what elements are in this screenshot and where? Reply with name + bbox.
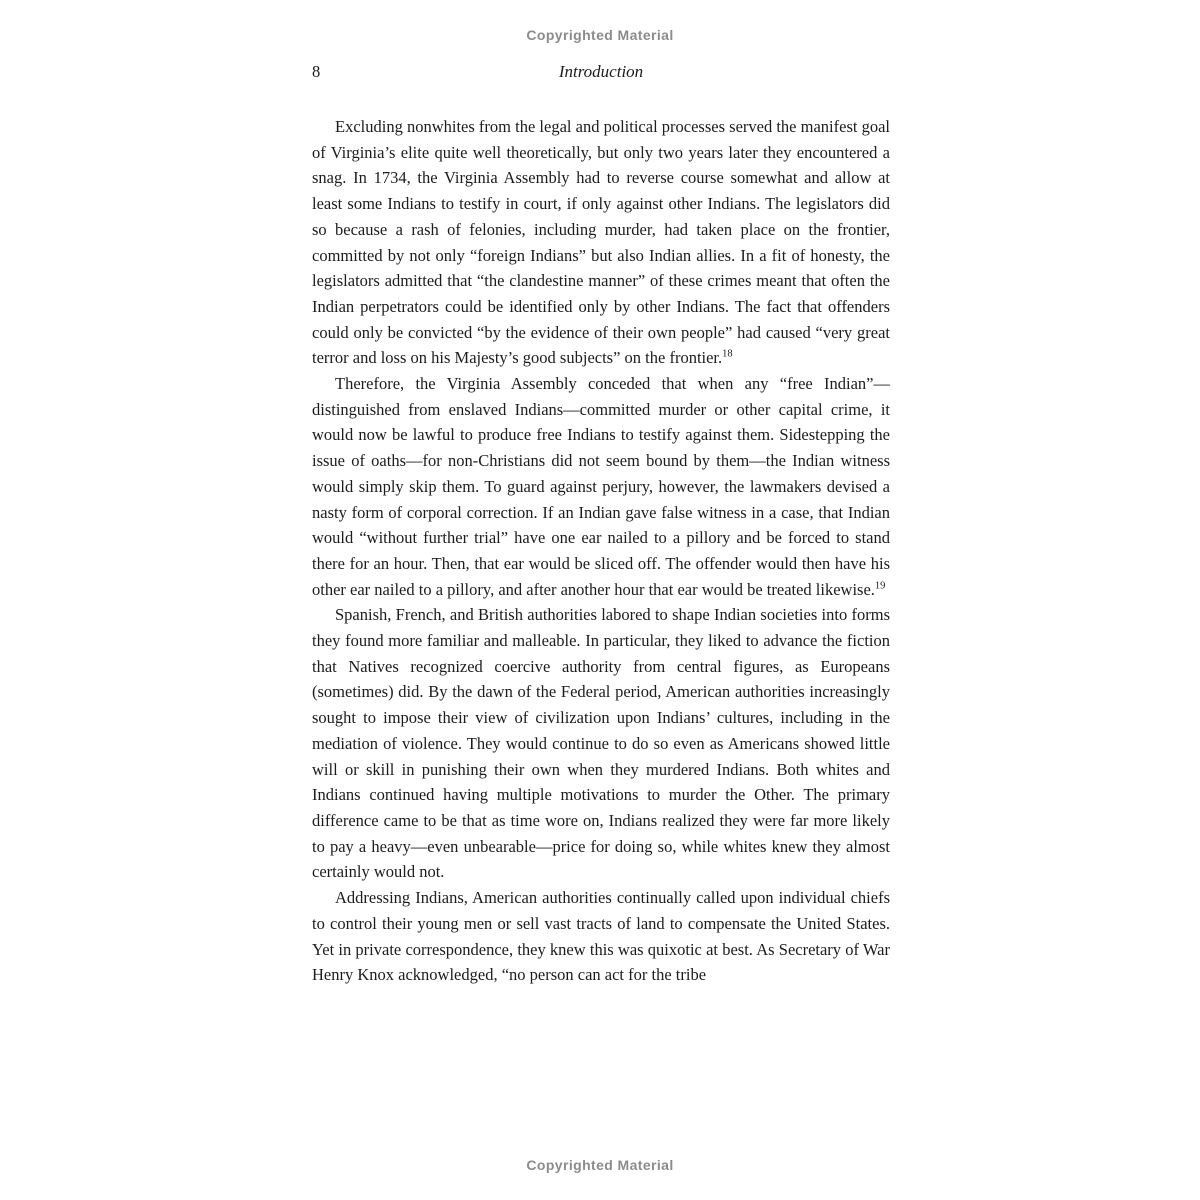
running-head-title: Introduction — [558, 62, 644, 81]
footnote-ref: 19 — [874, 580, 886, 592]
paragraph: Spanish, French, and British authorities labored to shape Indian societies into forms they found more familiar and malleable. In particular, they liked to advance the fiction that Natives recognized coercive authority from central figures, as Europeans (sometimes) did. By the dawn of the Federal period, American authorities increasingly sought to impose their view of civilization upon Indians’ cultures, including in the mediation of violence. They would continue to do so even as Americans showed little will or skill in punishing their own when they murdered Indians. Both whites and Indians continued having multiple motivations to murder the Other. The primary difference came to be that as time wore on, Indians realized they were far more likely to pay a heavy—even unbearable—price for doing so, while whites knew they almost certainly would not. — [312, 605, 890, 882]
copyright-notice-top: Copyrighted Material — [526, 27, 674, 43]
running-head — [312, 62, 890, 84]
paragraph: Excluding nonwhites from the legal and political processes served the manifest goal of Virginia’s elite quite well theoretically, but only two years later they encountered a snag. In 1734, the Virginia Assembly had to reverse course somewhat and allow at least some Indians to testify in court, if only against other Indians. The legislators did so because a rash of felonies, including murder, had taken place on the frontier, committed by not only “foreign Indians” but also Indian allies. In a fit of honesty, the legislators admitted that “the clandestine manner” of these crimes meant that often the Indian perpetrators could be identified only by other Indians. The fact that offenders could only be convicted “by the evidence of their own people” had caused “very great terror and loss on his Majesty’s good subjects” on the frontier.$^{18}$ — [312, 117, 890, 368]
paragraph: Addressing Indians, American authorities continually called upon individual chiefs to control their young men or sell vast tracts of land to compensate the United States. Yet in private correspondence, they knew this was quixotic at best. As Secretary of War Henry Knox acknowledged, “no person can act for the tribe — [312, 888, 890, 985]
copyright-notice-bottom: Copyrighted Material — [526, 1157, 674, 1173]
body-text — [312, 114, 890, 988]
paragraph: Therefore, the Virginia Assembly conceded that when any “free Indian”—distinguished from enslaved Indians—committed murder or other capital crime, it would now be lawful to produce free Indians to testify against them. Sidestepping the issue of oaths—for non-Christians did not seem bound by them—the Indian witness would simply skip them. To guard against perjury, however, the lawmakers devised a nasty form of corporal correction. If an Indian gave false witness in a case, that Indian would “without further trial” have one ear nailed to a pillory and be forced to stand there for an hour. Then, that ear would be sliced off. The offender would then have his other ear nailed to a pillory, and after another hour that ear would be treated likewise.$^{19}$ — [312, 374, 890, 599]
footnote-ref: 18 — [722, 348, 733, 360]
page-number: 8 — [312, 62, 321, 81]
